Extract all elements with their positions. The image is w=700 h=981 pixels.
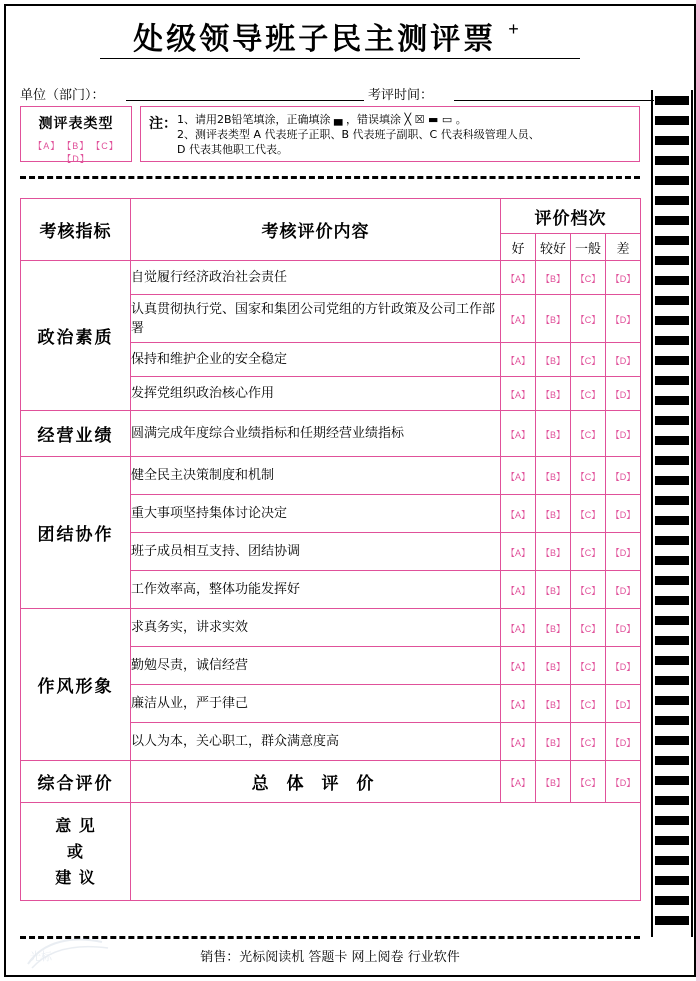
- bubble-cell-d[interactable]: [606, 609, 641, 647]
- timing-mark: [655, 636, 689, 645]
- timing-mark: [655, 536, 689, 545]
- bubble-d: 【D】: [610, 777, 636, 788]
- unit-time-row: [20, 82, 640, 104]
- svg-text:光标: 光标: [30, 950, 52, 963]
- header-grade: 评价档次: [501, 199, 641, 234]
- item-cell: 廉洁从业，严于律己: [131, 685, 501, 723]
- evaluation-table-head: [21, 199, 641, 261]
- instructions-text: [177, 112, 540, 157]
- timing-mark: [655, 596, 689, 605]
- evaluation-table-body: [21, 261, 641, 901]
- bubble-a: 【A】: [505, 314, 530, 325]
- bubble-b: 【B】: [540, 314, 565, 325]
- bubble-d: 【D】: [610, 314, 636, 325]
- bubble-d: 【D】: [610, 429, 636, 440]
- timing-mark: [655, 356, 689, 365]
- bubble-d: 【D】: [610, 661, 636, 672]
- timing-mark: [655, 456, 689, 465]
- bubble-cell-c[interactable]: [571, 533, 606, 571]
- header-grade-level-3: 差: [606, 234, 641, 261]
- timing-mark: [655, 516, 689, 525]
- timing-mark: [655, 816, 689, 825]
- bubble-b: 【B】: [540, 429, 565, 440]
- bubble-cell-c[interactable]: [571, 343, 606, 377]
- timing-mark: [655, 876, 689, 885]
- bubble-cell-b[interactable]: [536, 571, 571, 609]
- timing-track-left-line: [651, 90, 653, 937]
- bubble-cell-a[interactable]: [501, 343, 536, 377]
- bubble-cell-c[interactable]: [571, 295, 606, 343]
- item-cell: 以人为本，关心职工，群众满意度高: [131, 723, 501, 761]
- bubble-cell-c[interactable]: [571, 457, 606, 495]
- timing-mark: [655, 136, 689, 145]
- timing-mark: [655, 676, 689, 685]
- bubble-cell-b[interactable]: [536, 411, 571, 457]
- header-grade-level-1: 较好: [536, 234, 571, 261]
- item-cell: 发挥党组织政治核心作用: [131, 377, 501, 411]
- title-underline: [100, 58, 580, 59]
- bubble-c: 【C】: [575, 314, 601, 325]
- table-row: [21, 261, 641, 295]
- page-border-bottom: [4, 975, 696, 977]
- bubble-a: 【A】: [505, 777, 530, 788]
- opinion-line: 意 见: [55, 815, 96, 835]
- bubble-cell-c[interactable]: [571, 685, 606, 723]
- bubble-d: 【D】: [610, 509, 636, 520]
- item-cell: 勤勉尽责，诚信经营: [131, 647, 501, 685]
- timing-mark: [655, 696, 689, 705]
- timing-mark: [655, 716, 689, 725]
- bubble-cell-a[interactable]: [501, 457, 536, 495]
- bubble-a: 【A】: [505, 429, 530, 440]
- bubble-b: 【B】: [540, 509, 565, 520]
- bubble-d: 【D】: [610, 273, 636, 284]
- timing-track-right-line: [691, 90, 693, 937]
- timing-mark: [655, 116, 689, 125]
- form-type-bubbles[interactable]: [21, 139, 131, 165]
- footer-text: 销售：光标阅读机 答题卡 网上阅卷 行业软件: [200, 950, 460, 965]
- bubble-cell-a[interactable]: [501, 377, 536, 411]
- bubble-c: 【C】: [575, 273, 601, 284]
- bubble-cell-a[interactable]: [501, 685, 536, 723]
- bubble-b: 【B】: [540, 273, 565, 284]
- bubble-c: 【C】: [575, 737, 601, 748]
- category-cell: 作风形象: [21, 609, 131, 761]
- timing-mark: [655, 496, 689, 505]
- timing-mark: [655, 616, 689, 625]
- opinion-line: 或: [66, 841, 84, 861]
- bubble-cell-a[interactable]: [501, 761, 536, 803]
- timing-mark: [655, 396, 689, 405]
- bubble-cell-b[interactable]: [536, 261, 571, 295]
- timing-mark: [655, 416, 689, 425]
- bubble-c: 【C】: [575, 509, 601, 520]
- bubble-cell-c[interactable]: [571, 411, 606, 457]
- bubble-cell-d[interactable]: [606, 261, 641, 295]
- bubble-a: 【A】: [505, 509, 530, 520]
- timing-mark: [655, 796, 689, 805]
- bubble-b: 【B】: [540, 699, 565, 710]
- form-type-bubble-b[interactable]: 【B】: [62, 141, 90, 151]
- bubble-cell-b[interactable]: [536, 533, 571, 571]
- category-cell: 经营业绩: [21, 411, 131, 457]
- bubble-cell-c[interactable]: [571, 609, 606, 647]
- bubble-cell-c[interactable]: [571, 261, 606, 295]
- header-divider: [20, 176, 640, 179]
- bubble-a: 【A】: [505, 623, 530, 634]
- summary-row: [21, 761, 641, 803]
- bubble-cell-a[interactable]: [501, 571, 536, 609]
- bubble-a: 【A】: [505, 699, 530, 710]
- bubble-b: 【B】: [540, 389, 565, 400]
- bubble-c: 【C】: [575, 547, 601, 558]
- summary-label-cell: 总 体 评 价: [131, 761, 501, 803]
- timing-mark: [655, 756, 689, 765]
- page-title: 处级领导班子民主测评票: [133, 22, 497, 57]
- timing-mark: [655, 856, 689, 865]
- bubble-c: 【C】: [575, 389, 601, 400]
- bubble-cell-d[interactable]: [606, 495, 641, 533]
- bubble-cell-a[interactable]: [501, 647, 536, 685]
- timing-mark: [655, 576, 689, 585]
- bubble-cell-b[interactable]: [536, 761, 571, 803]
- bubble-d: 【D】: [610, 547, 636, 558]
- instructions-heading: 注：: [149, 116, 177, 132]
- bubble-d: 【D】: [610, 585, 636, 596]
- bubble-c: 【C】: [575, 355, 601, 366]
- opinion-line: 建 议: [55, 867, 96, 887]
- bubble-cell-c[interactable]: [571, 571, 606, 609]
- opinion-row: [21, 803, 641, 901]
- timing-mark: [655, 256, 689, 265]
- timing-mark: [655, 276, 689, 285]
- header-grade-level-0: 好: [501, 234, 536, 261]
- bubble-a: 【A】: [505, 471, 530, 482]
- table-row: [21, 411, 641, 457]
- form-type-title: 测评表类型: [38, 116, 114, 132]
- instructions-line-3: D 代表其他职工代表。: [177, 143, 288, 156]
- instructions-box: [140, 106, 640, 162]
- item-cell: 认真贯彻执行党、国家和集团公司党组的方针政策及公司工作部署: [131, 295, 501, 343]
- item-cell: 健全民主决策制度和机制: [131, 457, 501, 495]
- bubble-cell-b[interactable]: [536, 647, 571, 685]
- instructions-line-2: 2、测评表类型 A 代表班子正职、B 代表班子副职、C 代表科级管理人员、: [177, 128, 540, 141]
- form-type-bubble-d[interactable]: 【D】: [62, 154, 90, 164]
- bubble-cell-a[interactable]: [501, 533, 536, 571]
- timing-mark: [655, 556, 689, 565]
- bubble-cell-b[interactable]: [536, 377, 571, 411]
- bubble-cell-a[interactable]: [501, 261, 536, 295]
- bubble-cell-b[interactable]: [536, 723, 571, 761]
- timing-mark: [655, 436, 689, 445]
- bubble-cell-a[interactable]: [501, 295, 536, 343]
- bubble-cell-c[interactable]: [571, 495, 606, 533]
- bubble-a: 【A】: [505, 585, 530, 596]
- bubble-d: 【D】: [610, 471, 636, 482]
- bubble-cell-b[interactable]: [536, 685, 571, 723]
- bubble-c: 【C】: [575, 661, 601, 672]
- time-label: 考评时间：: [368, 88, 434, 103]
- timing-mark: [655, 736, 689, 745]
- header-content: 考核评价内容: [131, 199, 501, 261]
- bubble-b: 【B】: [540, 547, 565, 558]
- form-type-bubble-c[interactable]: 【C】: [91, 141, 119, 151]
- bubble-c: 【C】: [575, 429, 601, 440]
- evaluation-table: [20, 198, 641, 901]
- timing-mark: [655, 776, 689, 785]
- bubble-cell-d[interactable]: [606, 723, 641, 761]
- form-type-box: [20, 106, 132, 162]
- bubble-c: 【C】: [575, 471, 601, 482]
- bubble-d: 【D】: [610, 355, 636, 366]
- timing-mark: [655, 376, 689, 385]
- page-border-left: [4, 4, 6, 977]
- bubble-cell-b[interactable]: [536, 295, 571, 343]
- time-input-line[interactable]: [454, 100, 654, 101]
- item-cell: 自觉履行经济政治社会责任: [131, 261, 501, 295]
- bubble-a: 【A】: [505, 273, 530, 284]
- bubble-cell-a[interactable]: [501, 495, 536, 533]
- title-plus-mark: +: [508, 19, 519, 39]
- timing-mark: [655, 236, 689, 245]
- timing-mark: [655, 96, 689, 105]
- bubble-cell-d[interactable]: [606, 411, 641, 457]
- timing-marks-column: [655, 96, 689, 931]
- bubble-cell-a[interactable]: [501, 411, 536, 457]
- table-row: [21, 457, 641, 495]
- bubble-cell-c[interactable]: [571, 761, 606, 803]
- item-cell: 班子成员相互支持、团结协调: [131, 533, 501, 571]
- bubble-cell-b[interactable]: [536, 495, 571, 533]
- bubble-d: 【D】: [610, 699, 636, 710]
- timing-mark: [655, 656, 689, 665]
- bubble-a: 【A】: [505, 547, 530, 558]
- bubble-d: 【D】: [610, 623, 636, 634]
- bubble-cell-b[interactable]: [536, 457, 571, 495]
- page-edge-strip: [696, 0, 700, 981]
- bubble-b: 【B】: [540, 355, 565, 366]
- timing-mark: [655, 296, 689, 305]
- bubble-a: 【A】: [505, 661, 530, 672]
- bubble-cell-d[interactable]: [606, 685, 641, 723]
- bubble-c: 【C】: [575, 623, 601, 634]
- item-cell: 工作效率高，整体功能发挥好: [131, 571, 501, 609]
- header-index: 考核指标: [21, 199, 131, 261]
- instructions-line-1: 1、请用2B铅笔填涂，正确填涂 ▄ ，错误填涂 ╳ ☒ ▬ ▭ 。: [177, 113, 467, 126]
- timing-mark: [655, 476, 689, 485]
- bubble-d: 【D】: [610, 389, 636, 400]
- bubble-cell-d[interactable]: [606, 571, 641, 609]
- category-cell: 团结协作: [21, 457, 131, 609]
- opinion-write-area[interactable]: [131, 803, 641, 901]
- bubble-cell-d[interactable]: [606, 343, 641, 377]
- bubble-cell-d[interactable]: [606, 647, 641, 685]
- bubble-d: 【D】: [610, 737, 636, 748]
- bubble-cell-b[interactable]: [536, 609, 571, 647]
- bubble-cell-d[interactable]: [606, 457, 641, 495]
- bubble-cell-c[interactable]: [571, 377, 606, 411]
- header-grade-level-2: 一般: [571, 234, 606, 261]
- timing-mark: [655, 316, 689, 325]
- page-border-top: [4, 4, 696, 6]
- bubble-a: 【A】: [505, 389, 530, 400]
- item-cell: 重大事项坚持集体讨论决定: [131, 495, 501, 533]
- timing-mark: [655, 176, 689, 185]
- item-cell: 保持和维护企业的安全稳定: [131, 343, 501, 377]
- item-cell: 求真务实，讲求实效: [131, 609, 501, 647]
- table-row: [21, 609, 641, 647]
- bubble-b: 【B】: [540, 471, 565, 482]
- bubble-cell-a[interactable]: [501, 723, 536, 761]
- bubble-cell-d[interactable]: [606, 295, 641, 343]
- unit-input-line[interactable]: [126, 100, 364, 101]
- page-title-wrap: [0, 14, 646, 62]
- bubble-cell-d[interactable]: [606, 533, 641, 571]
- timing-mark: [655, 216, 689, 225]
- bubble-a: 【A】: [505, 355, 530, 366]
- bubble-cell-d[interactable]: [606, 761, 641, 803]
- unit-label: 单位（部门）：: [20, 88, 105, 103]
- bubble-a: 【A】: [505, 737, 530, 748]
- category-cell: 政治素质: [21, 261, 131, 411]
- bubble-cell-c[interactable]: [571, 647, 606, 685]
- bubble-cell-c[interactable]: [571, 723, 606, 761]
- form-type-bubble-a[interactable]: 【A】: [33, 141, 61, 151]
- summary-category-cell: 综合评价: [21, 761, 131, 803]
- bubble-b: 【B】: [540, 661, 565, 672]
- bubble-c: 【C】: [575, 585, 601, 596]
- timing-mark: [655, 896, 689, 905]
- timing-mark: [655, 836, 689, 845]
- timing-mark: [655, 916, 689, 925]
- bubble-cell-b[interactable]: [536, 343, 571, 377]
- bubble-cell-a[interactable]: [501, 609, 536, 647]
- timing-mark: [655, 196, 689, 205]
- item-cell: 圆满完成年度综合业绩指标和任期经营业绩指标: [131, 411, 501, 457]
- bubble-b: 【B】: [540, 585, 565, 596]
- bubble-c: 【C】: [575, 699, 601, 710]
- bubble-b: 【B】: [540, 737, 565, 748]
- bubble-b: 【B】: [540, 777, 565, 788]
- opinion-label-cell: [21, 803, 131, 901]
- bubble-b: 【B】: [540, 623, 565, 634]
- bubble-cell-d[interactable]: [606, 377, 641, 411]
- timing-mark: [655, 156, 689, 165]
- bubble-c: 【C】: [575, 777, 601, 788]
- timing-mark: [655, 336, 689, 345]
